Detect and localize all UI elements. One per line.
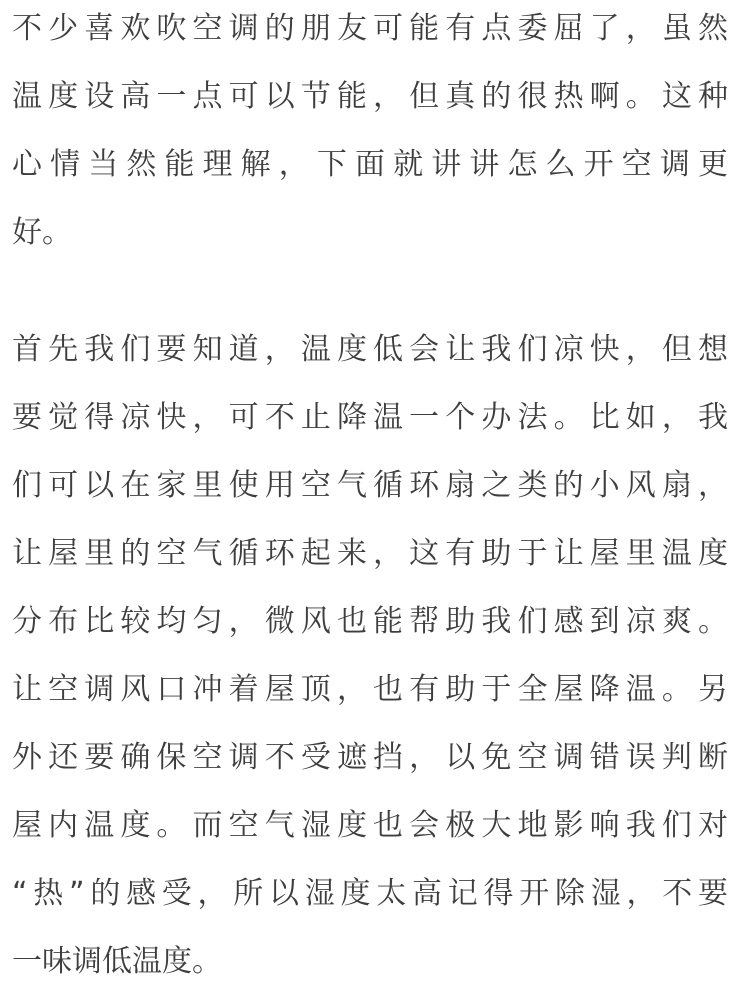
paragraph-line: 让屋里的空气循环起来，这有助于让屋里温度: [12, 536, 728, 571]
paragraph-line: 一味调低温度。: [12, 944, 222, 979]
paragraph-line: 好。: [12, 215, 72, 250]
paragraph-line: 不少喜欢吹空调的朋友可能有点委屈了，虽然: [12, 11, 728, 46]
paragraph-line: 要觉得凉快，可不止降温一个办法。比如，我: [12, 400, 728, 435]
paragraph-line: 让空调风口冲着屋顶，也有助于全屋降温。另: [12, 672, 728, 707]
paragraph-line: 们可以在家里使用空气循环扇之类的小风扇，: [12, 468, 728, 503]
paragraph-line: 外还要确保空调不受遮挡，以免空调错误判断: [12, 740, 728, 775]
paragraph-line: “热”的感受，所以湿度太高记得开除湿，不要: [12, 876, 728, 911]
paragraph-line: 分布比较均匀，微风也能帮助我们感到凉爽。: [12, 604, 728, 639]
paragraph-line: 首先我们要知道，温度低会让我们凉快，但想: [12, 332, 728, 367]
paragraph-line: 温度设高一点可以节能，但真的很热啊。这种: [12, 79, 728, 114]
paragraph-line: 心情当然能理解，下面就讲讲怎么开空调更: [12, 147, 728, 182]
paragraph-line: 屋内温度。而空气湿度也会极大地影响我们对: [12, 808, 728, 843]
